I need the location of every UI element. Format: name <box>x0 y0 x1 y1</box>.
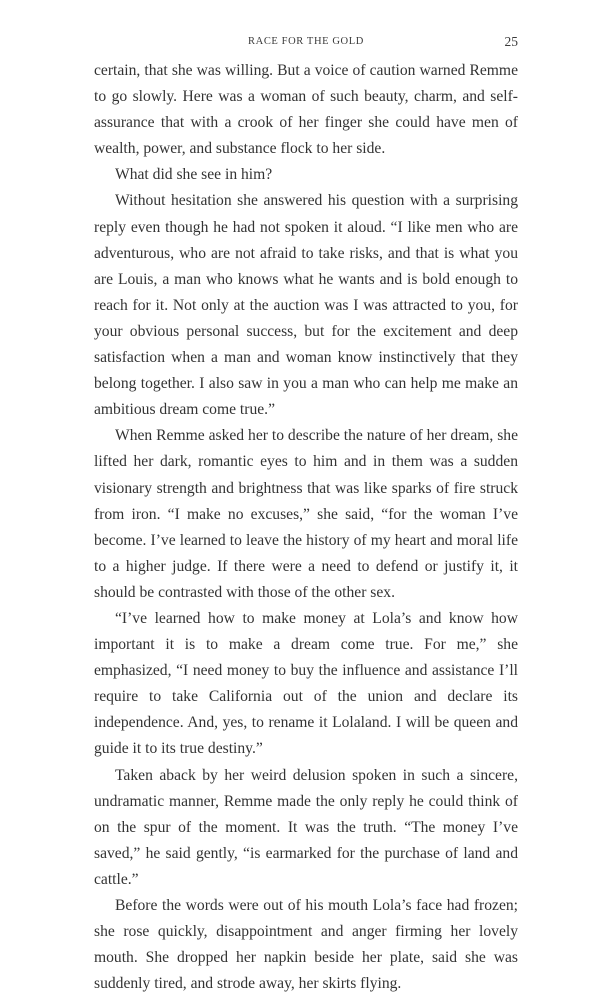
paragraph-continued: certain, that she was willing. But a voice of caution warned Remme to go slowly. Here was a woman of such beauty, charm, and self-assurance that with a crook of her finger she could have men of wealth, power, and substance flock to her side. <box>94 62 518 158</box>
paragraph: Without hesitation she answered his question with a surprising reply even though he had not spoken it aloud. “I like men who are adventurous, who are not afraid to take risks, and that is what you are Louis, a man who knows what he wants and is bold enough to reach for it. Not only at the auction was I was attracted to you, for your obvious personal success, but for the excitement and deep satisfaction when a man and woman know instinctively that they belong together. I also saw in you a man who can help me make an ambitious dream come true.” <box>94 192 518 419</box>
paragraph: When Remme asked her to describe the nature of her dream, she lifted her dark, romantic eyes to him and in them was a sudden visionary strength and brightness that was like sparks of fire struck from iron. “I make no excuses,” she said, “for the woman I’ve become. I’ve learned to leave the history of my heart and moral life to a higher judge. If there were a need to defend or justify it, it should be contrasted with those of the other sex. <box>94 427 518 601</box>
running-head <box>94 34 518 50</box>
paragraph: Before the words were out of his mouth Lola’s face had frozen; she rose quickly, disappointment and anger firming her lovely mouth. She dropped her napkin beside her plate, said she was suddenly tired, and strode away, her skirts flying. <box>94 897 518 993</box>
paragraph: “I’ve learned how to make money at Lola’s and know how important it is to make a dream come true. For me,” she emphasized, “I need money to buy the influence and assistance I’ll require to take California out of the union and declare its independence. And, yes, to rename it Lolaland. I will be queen and guide it to its true destiny.” <box>94 609 518 758</box>
paragraph: What did she see in him? <box>115 166 273 184</box>
running-title: RACE FOR THE GOLD <box>248 36 364 47</box>
page-number: 25 <box>504 34 518 49</box>
body-text <box>94 58 518 997</box>
paragraph: Taken aback by her weird delusion spoken in such a sincere, undramatic manner, Remme made the only reply he could think of on the spur of the moment. It was the truth. “The money I’ve saved,” he said gently, “is earmarked for the purchase of land and cattle.” <box>94 766 518 888</box>
